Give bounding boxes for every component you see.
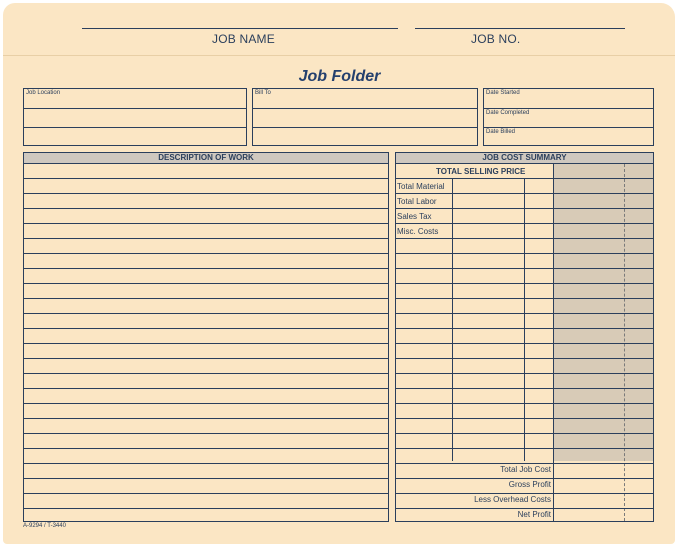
summary-rule xyxy=(395,163,654,164)
total-labor-label: Total Labor xyxy=(397,197,437,206)
job-location-label: Job Location xyxy=(26,90,61,96)
description-rule xyxy=(23,493,389,494)
description-rule xyxy=(23,223,389,224)
description-rule xyxy=(23,508,389,509)
total-material-label: Total Material xyxy=(397,182,445,191)
job-location-line-1 xyxy=(23,108,247,109)
dates-line-1 xyxy=(483,108,654,109)
description-rule xyxy=(23,178,389,179)
description-rule xyxy=(23,403,389,404)
misc-costs-label: Misc. Costs xyxy=(397,227,439,236)
description-rule xyxy=(23,418,389,419)
less-overhead-costs-label: Less Overhead Costs xyxy=(474,495,551,504)
job-location-box xyxy=(23,88,247,146)
description-rule xyxy=(23,268,389,269)
job-name-line xyxy=(82,28,398,29)
date-billed-label: Date Billed xyxy=(486,129,516,135)
description-rule xyxy=(23,448,389,449)
description-rule xyxy=(23,238,389,239)
summary-col-2 xyxy=(524,179,525,461)
summary-header: JOB COST SUMMARY xyxy=(396,153,653,163)
bill-to-box xyxy=(252,88,478,146)
description-rule xyxy=(23,298,389,299)
summary-rule xyxy=(395,493,654,494)
description-rule xyxy=(23,358,389,359)
page-title: Job Folder xyxy=(298,68,381,85)
job-no-label: JOB NO. xyxy=(471,32,521,46)
description-rule xyxy=(23,478,389,479)
description-rule xyxy=(23,433,389,434)
summary-rule xyxy=(395,508,654,509)
description-rule xyxy=(23,208,389,209)
date-started-label: Date Started xyxy=(486,90,520,96)
bill-to-line-2 xyxy=(252,127,478,128)
description-rule xyxy=(23,328,389,329)
total-job-cost-label: Total Job Cost xyxy=(500,465,551,474)
sales-tax-label: Sales Tax xyxy=(397,212,432,221)
description-rule xyxy=(23,343,389,344)
description-rule xyxy=(23,253,389,254)
description-rule xyxy=(23,283,389,284)
folder-tab-fold xyxy=(3,55,675,56)
bill-to-line-1 xyxy=(252,108,478,109)
form-code: A-9294 / T-3440 xyxy=(23,523,66,529)
job-no-line xyxy=(415,28,625,29)
description-rule xyxy=(23,373,389,374)
description-rule xyxy=(23,388,389,389)
summary-col-1 xyxy=(452,179,453,461)
summary-rule xyxy=(395,478,654,479)
bill-to-label: Bill To xyxy=(255,90,271,96)
summary-col-3 xyxy=(553,164,554,521)
dates-box xyxy=(483,88,654,146)
net-profit-label: Net Profit xyxy=(517,510,551,519)
dates-line-2 xyxy=(483,127,654,128)
summary-rule xyxy=(395,463,654,464)
gross-profit-label: Gross Profit xyxy=(508,480,551,489)
description-header: DESCRIPTION OF WORK xyxy=(24,153,388,163)
job-location-line-2 xyxy=(23,127,247,128)
description-rule xyxy=(23,193,389,194)
date-completed-label: Date Completed xyxy=(486,110,530,116)
total-selling-price-label: TOTAL SELLING PRICE xyxy=(436,167,526,176)
description-rule xyxy=(23,313,389,314)
job-name-label: JOB NAME xyxy=(212,32,275,46)
description-rule xyxy=(23,163,389,164)
description-rule xyxy=(23,463,389,464)
